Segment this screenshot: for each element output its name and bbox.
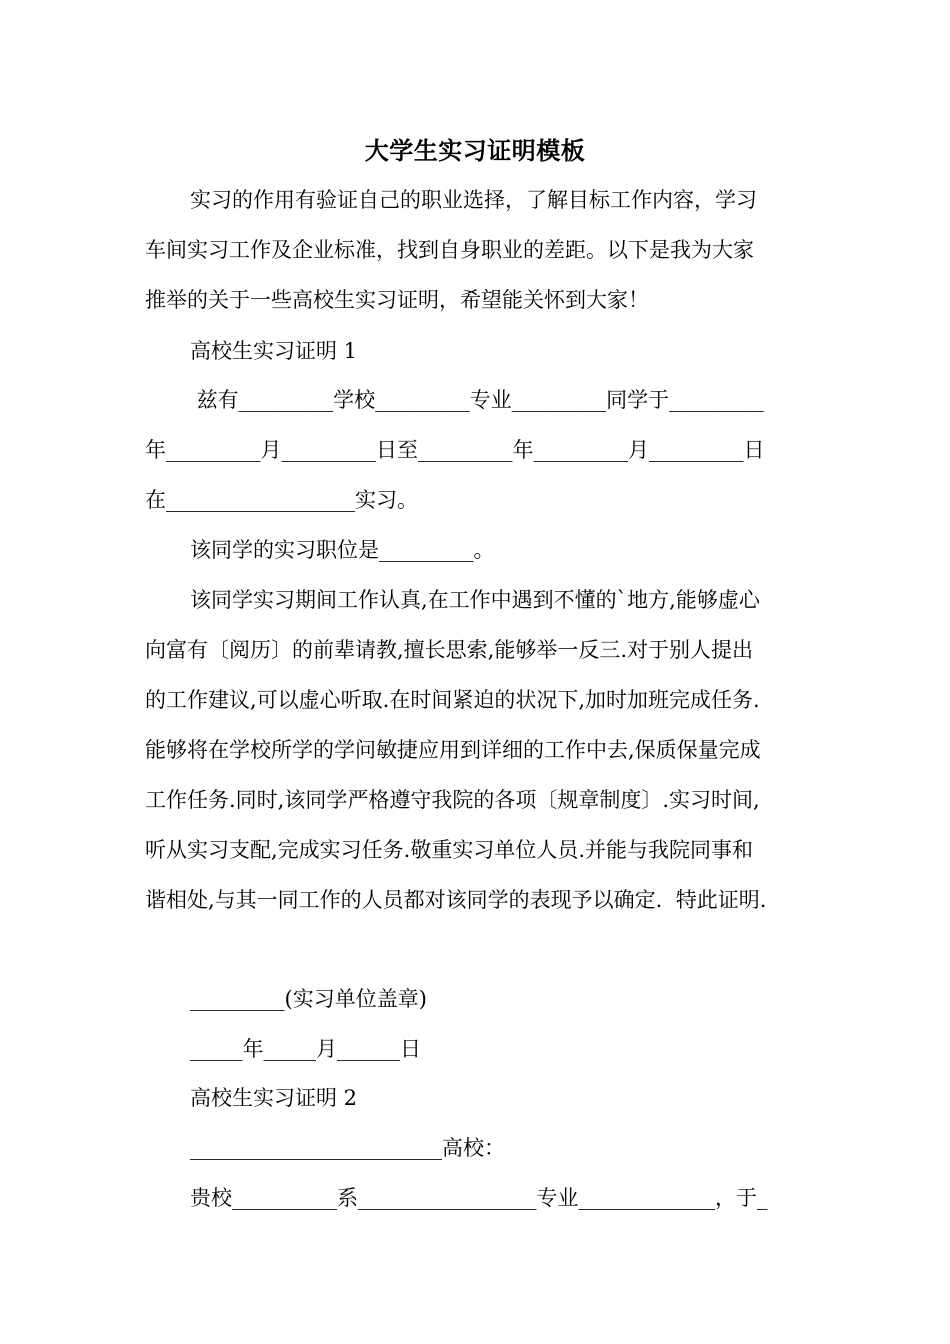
addressee-line: ________________________高校： bbox=[190, 1136, 505, 1160]
body-line-2: 向富有〔阅历〕的前辈请教,擅长思索,能够举一反三.对于别人提出 bbox=[145, 638, 754, 662]
body-line-6: 听从实习支配,完成实习任务.敬重实习单位人员.并能与我院同事和 bbox=[145, 838, 754, 862]
section-heading-2: 高校生实习证明 2 bbox=[190, 1086, 358, 1110]
date-line: _____年_____月______日 bbox=[190, 1037, 421, 1061]
body-line-7: 谐相处,与其一同工作的人员都对该同学的表现予以确定. 特此证明. bbox=[145, 888, 767, 912]
intro-line-3: 推举的关于一些高校生实习证明，希望能关怀到大家！ bbox=[145, 288, 649, 312]
form2-line-1: 贵校__________系_________________专业_____________，于_ bbox=[190, 1186, 768, 1210]
intro-line-1: 实习的作用有验证自己的职业选择，了解目标工作内容，学习 bbox=[190, 188, 757, 212]
form-line-1: 兹有_________学校_________专业_________同学于_________ bbox=[190, 388, 764, 412]
intro-line-2: 车间实习工作及企业标准，找到自身职业的差距。以下是我为大家 bbox=[145, 238, 754, 262]
body-line-3: 的工作建议,可以虚心听取.在时间紧迫的状况下,加时加班完成任务. bbox=[145, 688, 760, 712]
body-line-1: 该同学实习期间工作认真,在工作中遇到不懂的`地方,能够虚心 bbox=[190, 588, 760, 612]
seal-line: _________(实习单位盖章) bbox=[190, 987, 427, 1011]
position-line: 该同学的实习职位是_________。 bbox=[190, 538, 495, 562]
form-line-2: 年_________月_________日至_________年_________月_________日 bbox=[145, 438, 765, 462]
document-title: 大学生实习证明模板 bbox=[364, 136, 586, 165]
body-line-5: 工作任务.同时,该同学严格遵守我院的各项〔规章制度〕.实习时间, bbox=[145, 788, 760, 812]
body-line-4: 能够将在学校所学的学问敏捷应用到详细的工作中去,保质保量完成 bbox=[145, 738, 761, 762]
form-line-3: 在__________________实习。 bbox=[145, 488, 418, 512]
section-heading-1: 高校生实习证明 1 bbox=[190, 339, 358, 363]
